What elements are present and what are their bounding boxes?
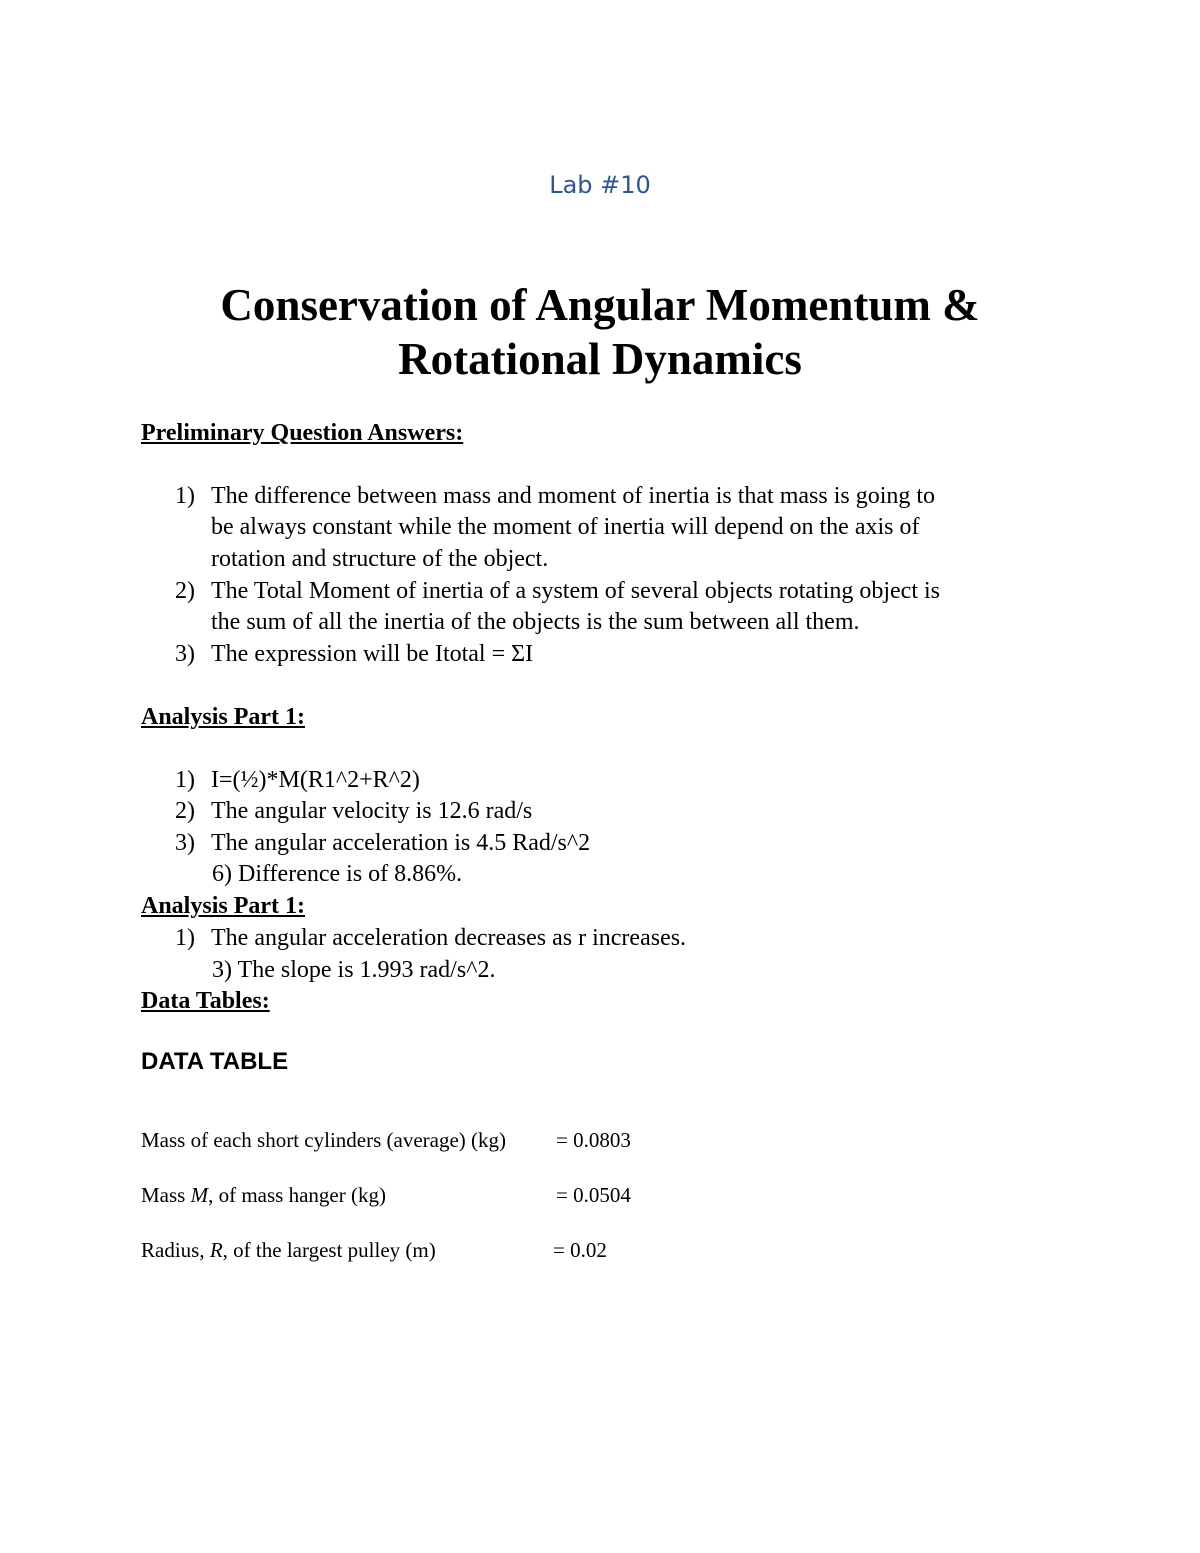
analysis1-item-1-text: I=(½)*M(R1^2+R^2) [211,767,420,793]
data-row-label-text: Mass of each short cylinders (average) (kg) [141,1128,507,1152]
prelim-item-1-line-1: The difference between mass and moment of inertia is that mass is going to [211,483,936,509]
data-row-label-text: Mass [141,1183,191,1207]
analysis1-extra-item: 6) Difference is of 8.86%. [212,861,463,887]
analysis-part-1-heading-2: Analysis Part 1: [141,893,305,919]
prelim-item-3-number: 3) [175,641,195,667]
data-row-symbol: M [190,1183,209,1207]
data-row-cylinder-mass-label [141,1125,506,1155]
analysis1-item-2-number: 2) [175,798,195,824]
data-tables-heading: Data Tables: [141,988,270,1014]
prelim-item-2-line-1: The Total Moment of inertia of a system of several objects rotating object is [211,578,941,604]
analysis1-item-3-text: The angular acceleration is 4.5 Rad/s^2 [211,830,591,856]
data-row-label-text: Radius, [141,1238,210,1262]
analysis1-item-2-text: The angular velocity is 12.6 rad/s [211,798,533,824]
document-title-line-1: Conservation of Angular Momentum & [220,280,980,330]
analysis2-item-1-text: The angular acceleration decreases as r increases. [211,925,687,951]
preliminary-heading: Preliminary Question Answers: [141,420,464,446]
document-title-line-2: Rotational Dynamics [398,334,802,384]
data-row-label-text: , of the largest pulley (m) [222,1238,436,1262]
analysis1-item-1-number: 1) [175,767,195,793]
data-row-hanger-mass-value: = 0.0504 [556,1183,631,1207]
prelim-item-1-line-2: be always constant while the moment of inertia will depend on the axis of [211,514,920,540]
analysis2-extra-item: 3) The slope is 1.993 rad/s^2. [212,957,496,983]
data-row-hanger-mass-label [141,1180,386,1210]
lab-number-label: Lab #10 [549,171,651,199]
prelim-item-2-line-2: the sum of all the inertia of the objects is the sum between all them. [211,609,860,635]
data-row-label-text: , of mass hanger (kg) [208,1183,386,1207]
data-row-pulley-radius-value: = 0.02 [553,1238,607,1262]
prelim-item-3-line-1: The expression will be Itotal = ΣI [211,641,534,667]
data-row-pulley-radius-label [141,1235,436,1265]
prelim-item-1-line-3: rotation and structure of the object. [211,546,549,572]
analysis1-item-3-number: 3) [175,830,195,856]
prelim-item-2-number: 2) [175,578,195,604]
analysis-part-1-heading: Analysis Part 1: [141,704,305,730]
prelim-item-1-number: 1) [175,483,195,509]
data-table-title: DATA TABLE [141,1048,289,1075]
data-row-symbol: R [209,1238,223,1262]
analysis2-item-1-number: 1) [175,925,195,951]
data-row-cylinder-mass-value: = 0.0803 [556,1128,631,1152]
